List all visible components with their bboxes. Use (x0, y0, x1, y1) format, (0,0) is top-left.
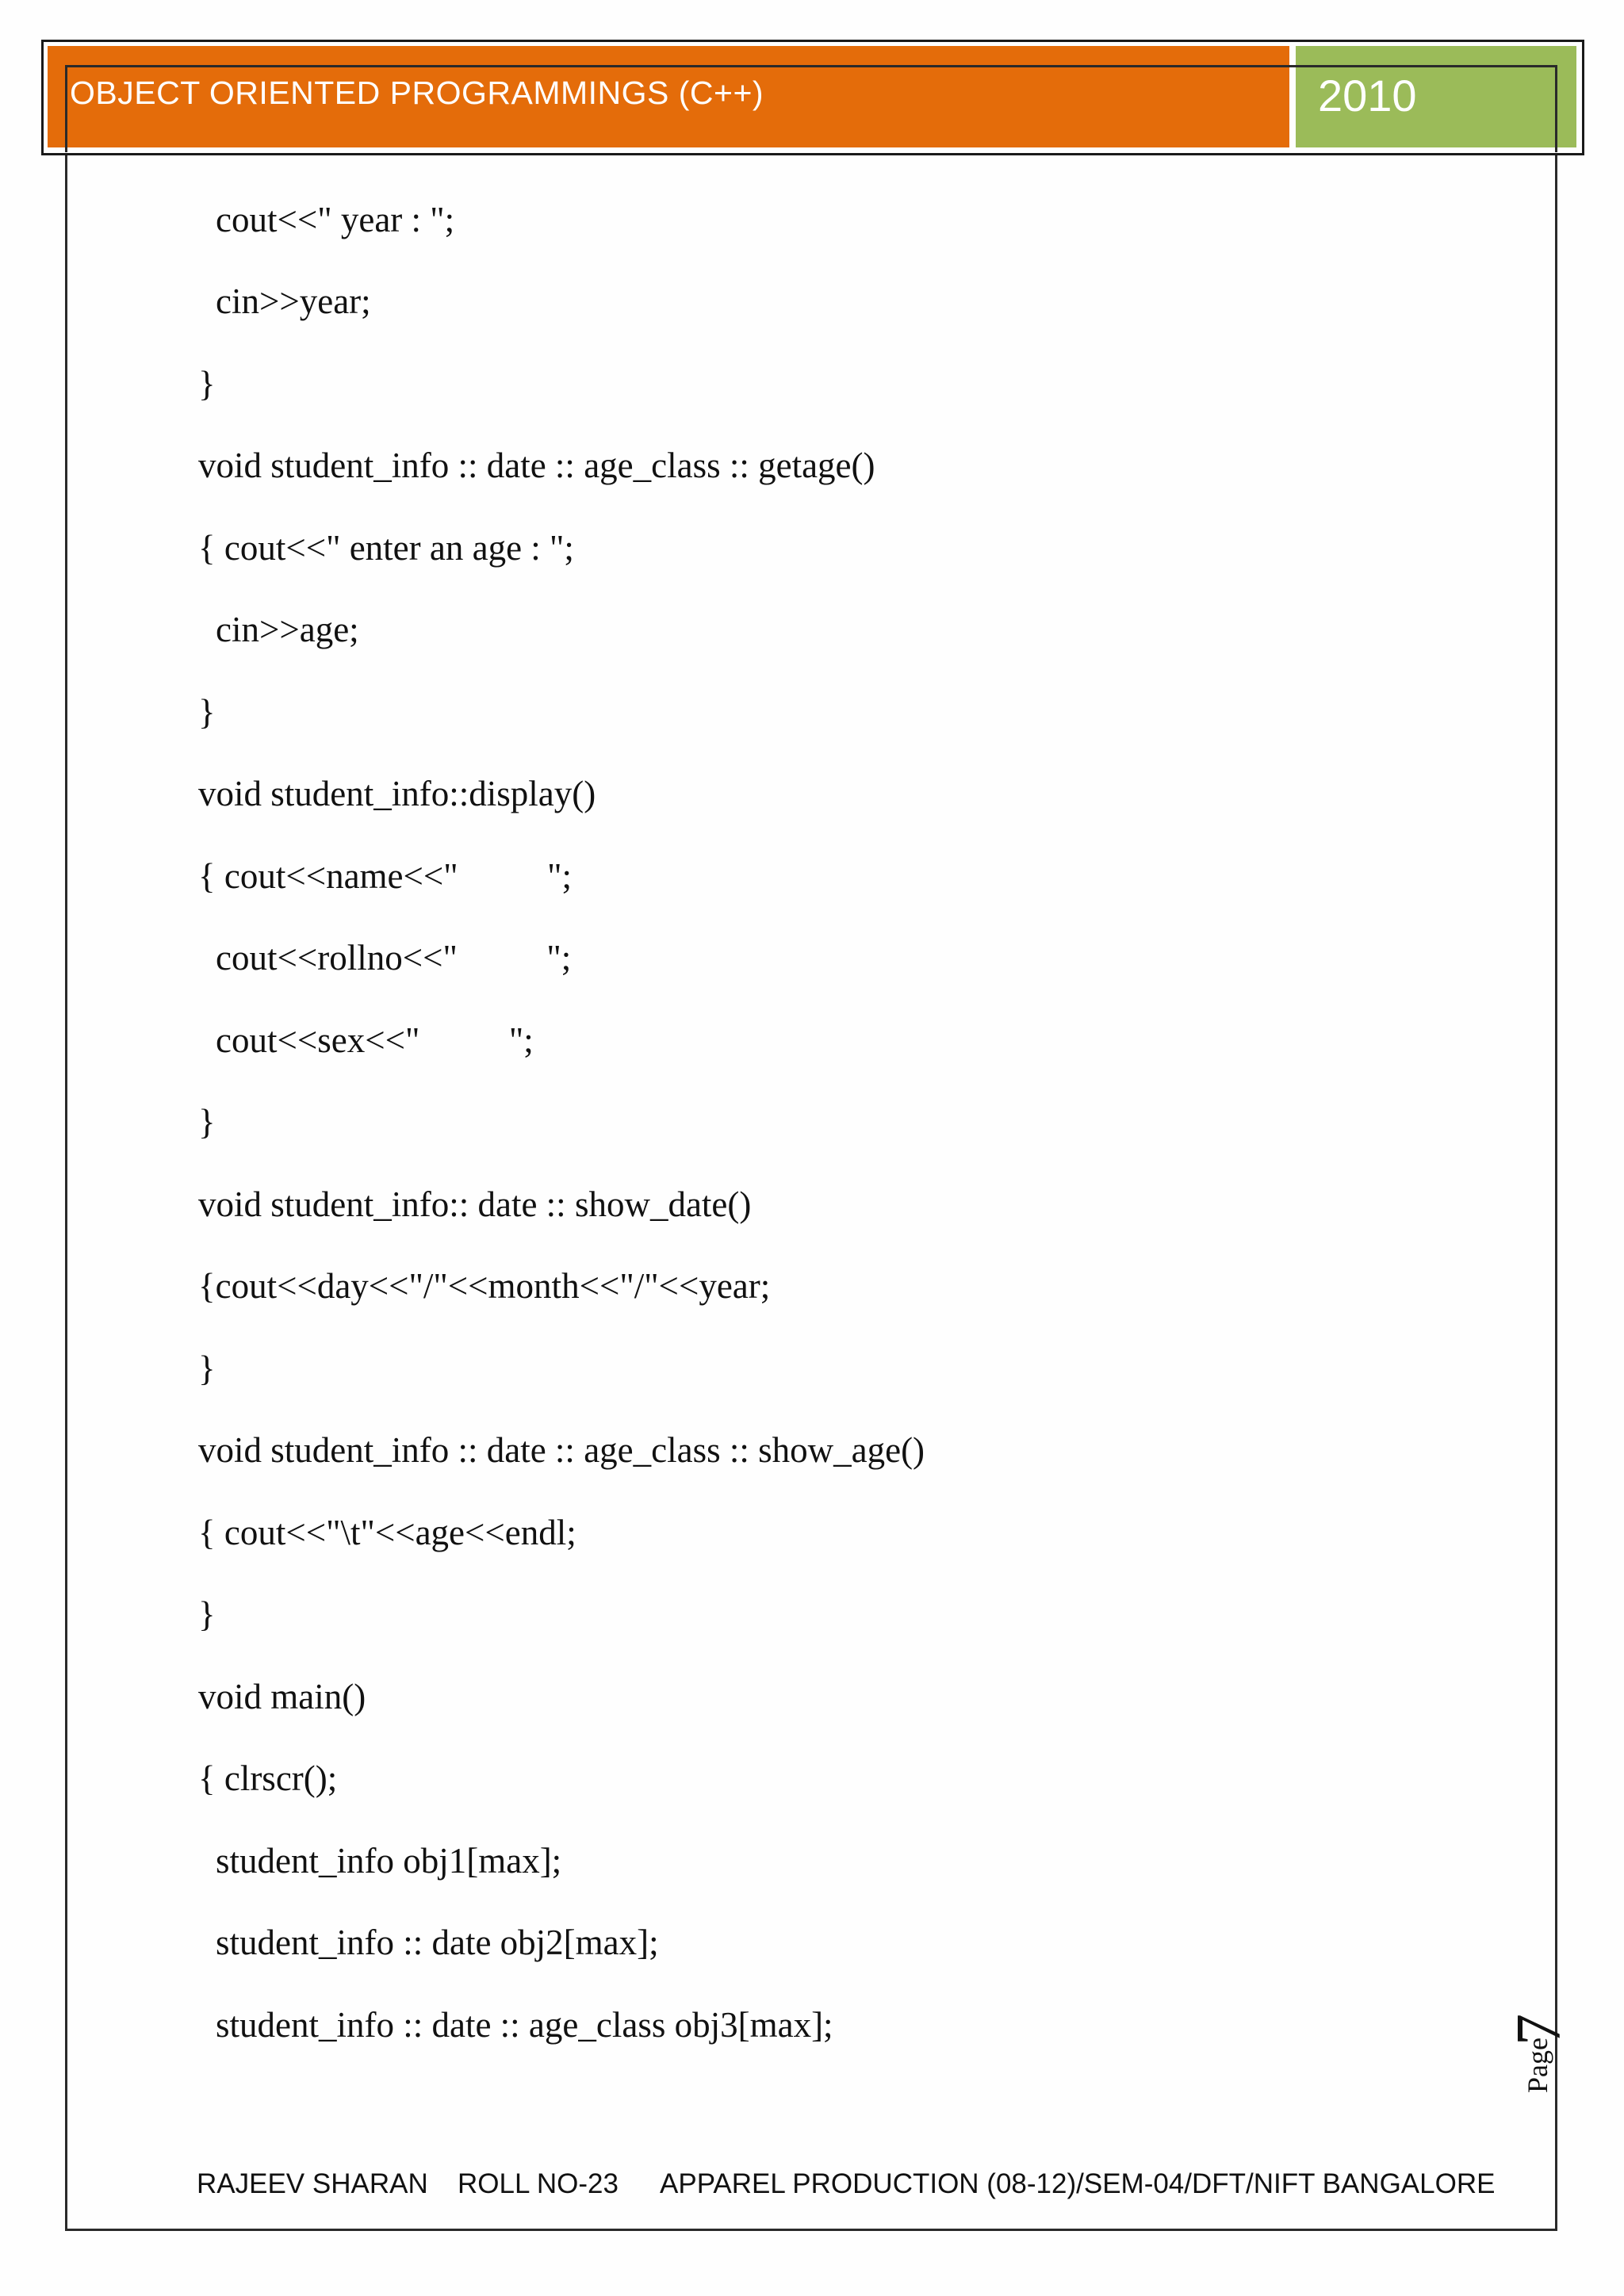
footer-roll-number: ROLL NO-23 (458, 2168, 619, 2199)
document-title: OBJECT ORIENTED PROGRAMMINGS (C++) (70, 75, 764, 111)
page-number: 7 (1504, 2014, 1574, 2045)
code-line: student_info obj1[max]; (216, 1841, 562, 1881)
code-line: void main() (198, 1677, 366, 1716)
document-year: 2010 (1318, 71, 1417, 121)
code-line: void student_info :: date :: age_class :: show_age() (198, 1430, 925, 1470)
code-line: cout<<rollno<<" "; (216, 938, 572, 978)
code-line: } (198, 692, 216, 732)
footer-course: APPAREL PRODUCTION (08-12)/SEM-04/DFT/NIFT BANGALORE (660, 2168, 1496, 2199)
code-line: cin>>age; (216, 610, 359, 649)
code-line: { cout<<" enter an age : "; (198, 528, 574, 568)
code-line: { cout<<name<<" "; (198, 856, 573, 896)
code-line: } (198, 1102, 216, 1142)
code-line: { clrscr(); (198, 1758, 338, 1798)
code-line: cout<<sex<<" "; (216, 1020, 534, 1060)
code-line: student_info :: date :: age_class obj3[max]; (216, 2005, 833, 2045)
code-line: void student_info:: date :: show_date() (198, 1184, 752, 1224)
page-label: Page (1522, 2038, 1553, 2093)
code-line: void student_info::display() (198, 774, 596, 813)
code-line: cout<<" year : "; (216, 200, 455, 239)
code-line: student_info :: date obj2[max]; (216, 1923, 659, 1962)
footer-author: RAJEEV SHARAN (197, 2168, 428, 2199)
code-line: { cout<<"\t"<<age<<endl; (198, 1513, 576, 1552)
code-line: } (198, 1594, 216, 1634)
page-border (65, 65, 1557, 2231)
code-line: void student_info :: date :: age_class :: getage() (198, 446, 875, 485)
code-line: {cout<<day<<"/"<<month<<"/"<<year; (198, 1266, 771, 1306)
code-line: } (198, 1349, 216, 1388)
code-line: } (198, 364, 216, 404)
code-line: cin>>year; (216, 281, 371, 321)
